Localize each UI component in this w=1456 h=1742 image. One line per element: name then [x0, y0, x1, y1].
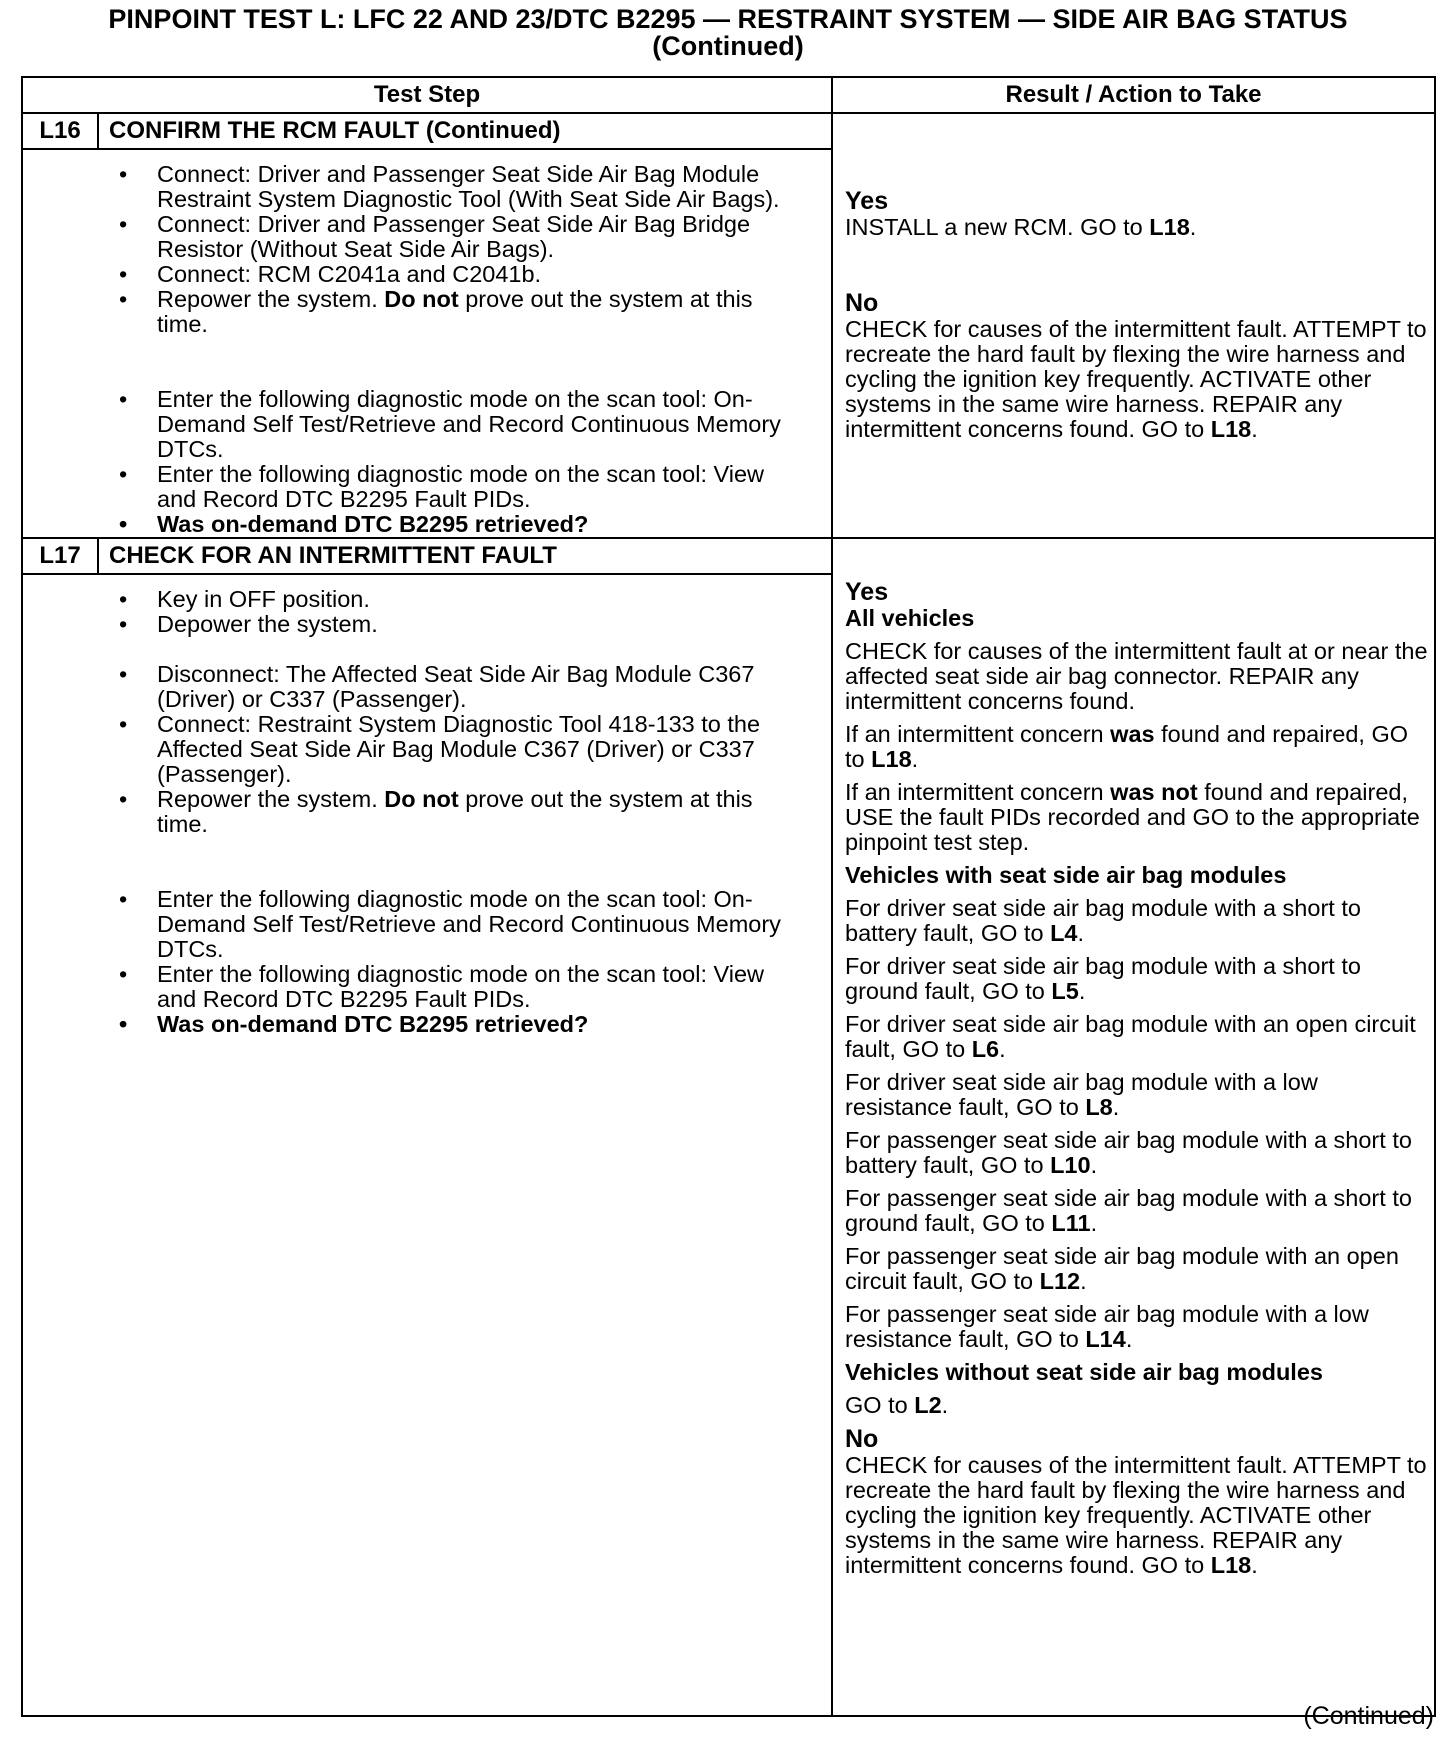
- goto-text: GO to L2.: [845, 1392, 949, 1418]
- column-header-test-step: Test Step: [22, 77, 832, 113]
- ref-item: For passenger seat side air bag module with an open circuit fault, GO to L12.: [845, 1243, 1399, 1294]
- with-modules-label: Vehicles with seat side air bag modules: [845, 862, 1287, 888]
- step-id-l16: L16: [22, 113, 98, 149]
- table-header-row: [22, 77, 1435, 113]
- no-action: CHECK for causes of the intermittent fault. ATTEMPT to recreate the hard fault by flexing the wire harness and cycling the ignition key frequently. ACTIVATE other systems in the same wire harness. REPAIR any intermittent concerns found. GO to L18.: [845, 1452, 1427, 1578]
- list-item: • Was on-demand DTC B2295 retrieved?: [157, 512, 791, 537]
- no-label: No: [845, 1425, 879, 1453]
- no-action: CHECK for causes of the intermittent fault. ATTEMPT to recreate the hard fault by flexing the wire harness and cycling the ignition key frequently. ACTIVATE other systems in the same wire harness. REPAIR any intermittent concerns found. GO to L18.: [845, 316, 1427, 442]
- list-item: • Key in OFF position.: [157, 587, 791, 612]
- pinpoint-test-table: [21, 76, 1436, 1717]
- list-item: • Connect: Restraint System Diagnostic Tool 418-133 to the Affected Seat Side Air Bag Module C367 (Driver) or C337 (Passenger).: [157, 712, 791, 787]
- title-line-2: (Continued): [652, 31, 804, 61]
- list-item: • Repower the system. Do not prove out the system at this time.: [157, 787, 791, 837]
- check-text: CHECK for causes of the intermittent fault at or near the affected seat side air bag connector. REPAIR any intermittent concerns found.: [845, 638, 1428, 714]
- list-item: • Connect: Driver and Passenger Seat Side Air Bag Bridge Resistor (Without Seat Side Air Bags).: [157, 212, 791, 262]
- step-body-l17: [22, 574, 832, 1716]
- step-title-row-l17: [22, 538, 1435, 574]
- yes-label: Yes: [845, 187, 889, 215]
- column-header-result: Result / Action to Take: [832, 77, 1435, 113]
- list-item: • Connect: RCM C2041a and C2041b.: [157, 262, 791, 287]
- list-item: • Disconnect: The Affected Seat Side Air Bag Module C367 (Driver) or C337 (Passenger).: [157, 662, 791, 712]
- all-vehicles-label: All vehicles: [845, 605, 975, 631]
- list-item: • Connect: Driver and Passenger Seat Side Air Bag Module Restraint System Diagnostic Tool (With Seat Side Air Bags).: [157, 162, 791, 212]
- list-item: • Depower the system.: [157, 612, 791, 637]
- yes-label: Yes: [845, 578, 889, 606]
- list-item: • Enter the following diagnostic mode on the scan tool: On-Demand Self Test/Retrieve and Record Continuous Memory DTCs.: [157, 387, 791, 462]
- step-list-l16: [23, 150, 831, 537]
- not-found-text: If an intermittent concern was not found and repaired, USE the fault PIDs recorded and GO to the appropriate pinpoint test step.: [845, 779, 1420, 855]
- step-list-l17: [23, 575, 831, 1037]
- no-label: No: [845, 289, 879, 317]
- ref-item: For driver seat side air bag module with an open circuit fault, GO to L6.: [845, 1011, 1416, 1062]
- ref-item: For driver seat side air bag module with a short to battery fault, GO to L4.: [845, 895, 1361, 946]
- title-line-1: PINPOINT TEST L: LFC 22 AND 23/DTC B2295 — RESTRAINT SYSTEM — SIDE AIR BAG STATUS: [108, 4, 1348, 34]
- ref-item: For passenger seat side air bag module with a short to ground fault, GO to L11.: [845, 1185, 1412, 1236]
- step-body-l16: [22, 149, 832, 538]
- list-item: • Enter the following diagnostic mode on the scan tool: On-Demand Self Test/Retrieve and Record Continuous Memory DTCs.: [157, 887, 791, 962]
- found-text: If an intermittent concern was found and repaired, GO to L18.: [845, 721, 1409, 772]
- ref-item: For driver seat side air bag module with a low resistance fault, GO to L8.: [845, 1069, 1318, 1120]
- list-item: • Repower the system. Do not prove out the system at this time.: [157, 287, 791, 337]
- step-title-row-l16: [22, 113, 1435, 149]
- yes-action: INSTALL a new RCM. GO to L18.: [845, 214, 1197, 240]
- continued-footer: (Continued): [1303, 1702, 1434, 1730]
- step-title-l17: CHECK FOR AN INTERMITTENT FAULT: [98, 538, 832, 574]
- without-modules-label: Vehicles without seat side air bag modules: [845, 1359, 1323, 1385]
- ref-item: For driver seat side air bag module with a short to ground fault, GO to L5.: [845, 953, 1361, 1004]
- list-item: • Was on-demand DTC B2295 retrieved?: [157, 1012, 791, 1037]
- step-id-l17: L17: [22, 538, 98, 574]
- list-item: • Enter the following diagnostic mode on the scan tool: View and Record DTC B2295 Fault PIDs.: [157, 462, 791, 512]
- step-result-l17: [832, 538, 1435, 1716]
- page-title: [0, 6, 1456, 60]
- list-item: • Enter the following diagnostic mode on the scan tool: View and Record DTC B2295 Fault PIDs.: [157, 962, 791, 1012]
- ref-item: For passenger seat side air bag module with a low resistance fault, GO to L14.: [845, 1301, 1369, 1352]
- step-title-l16: CONFIRM THE RCM FAULT (Continued): [98, 113, 832, 149]
- ref-item: For passenger seat side air bag module with a short to battery fault, GO to L10.: [845, 1127, 1412, 1178]
- step-result-l16: [832, 113, 1435, 538]
